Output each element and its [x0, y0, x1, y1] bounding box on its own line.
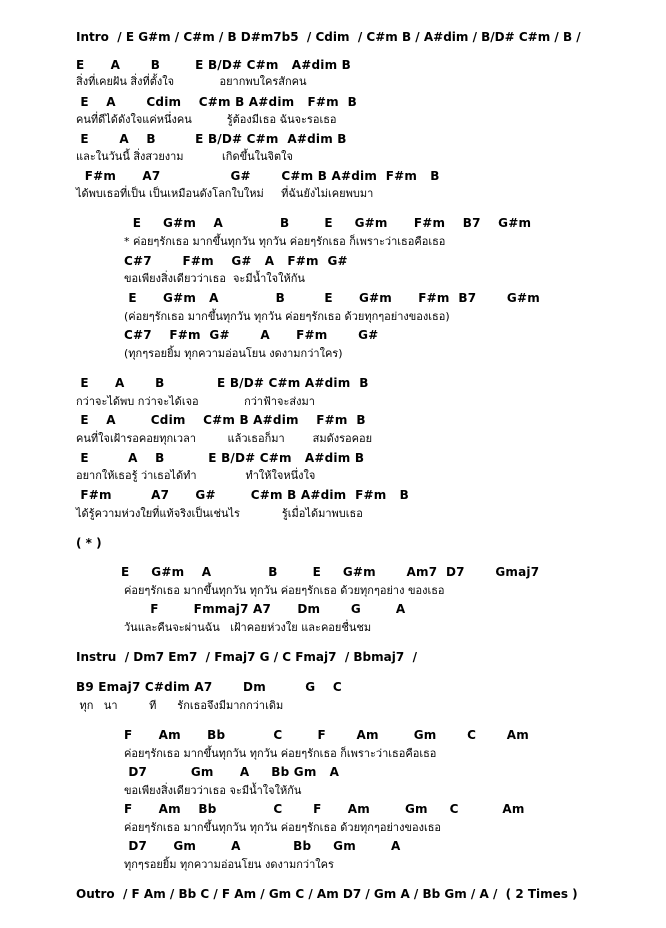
chord-line: E A B E B/D# C#m A#dim B: [76, 58, 352, 72]
chord-line: E A B E B/D# C#m A#dim B: [76, 451, 365, 465]
chord-line: E G#m A B E G#m Am7 D7 Gmaj7: [121, 565, 540, 579]
lyric-line: (ทุกๆรอยยิ้ม ทุกความอ่อนโยน งดงามกว่าใคร): [124, 347, 343, 360]
chord-line: E A B E B/D# C#m A#dim B: [76, 132, 347, 146]
chord-line: F#m A7 G# C#m B A#dim F#m B: [76, 169, 440, 183]
lyric-line: ทุก นา ที รักเธอจึงมีมากกว่าเดิม: [76, 699, 284, 712]
chord-line: E A Cdim C#m B A#dim F#m B: [76, 95, 357, 109]
chord-line: C#7 F#m G# A F#m G#: [124, 254, 348, 268]
lyric-line: ค่อยๆรักเธอ มากขึ้นทุกวัน ทุกวัน ค่อยๆรักเธอ ด้วยทุกๆอย่าง ของเธอ: [124, 584, 445, 597]
lyric-line: กว่าจะได้พบ กว่าจะได้เจอ กว่าฟ้าจะส่งมา: [76, 395, 315, 408]
lyric-line: ได้รู้ความห่วงใยที่แท้จริงเป็นเช่นไร รู้เมื่อได้มาพบเธอ: [76, 507, 363, 520]
chord-line: E G#m A B E G#m F#m B7 G#m: [124, 291, 540, 305]
chord-line: E G#m A B E G#m F#m B7 G#m: [124, 216, 532, 230]
lyric-line: ค่อยๆรักเธอ มากขึ้นทุกวัน ทุกวัน ค่อยๆรักเธอ ก็เพราะว่าเธอคือเธอ: [124, 747, 437, 760]
lyric-line: (ค่อยๆรักเธอ มากขึ้นทุกวัน ทุกวัน ค่อยๆรักเธอ ด้วยทุกๆอย่างของเธอ): [124, 310, 450, 323]
chord-line: E A Cdim C#m B A#dim F#m B: [76, 413, 366, 427]
lyric-line: คนที่ใจเฝ้ารอคอยทุกเวลา แล้วเธอก็มา สมดังรอคอย: [76, 432, 373, 445]
lyric-line: วันและคืนจะผ่านฉัน เฝ้าคอยห่วงใย และคอยชื่นชม: [124, 621, 372, 634]
chord-line: C#7 F#m G# A F#m G#: [124, 328, 379, 342]
chord-line: F Am Bb C F Am Gm C Am: [124, 728, 529, 742]
lyric-line: * ค่อยๆรักเธอ มากขึ้นทุกวัน ทุกวัน ค่อยๆรักเธอ ก็เพราะว่าเธอคือเธอ: [124, 235, 446, 248]
lyric-line: ค่อยๆรักเธอ มากขึ้นทุกวัน ทุกวัน ค่อยๆรักเธอ ด้วยทุกๆอย่างของเธอ: [124, 821, 442, 834]
outro-line: Outro / F Am / Bb C / F Am / Gm C / Am D7 / Gm A / Bb Gm / A / ( 2 Times ): [76, 887, 578, 901]
chord-line: B9 Emaj7 C#dim A7 Dm G C: [76, 680, 342, 694]
lyric-line: ขอเพียงสิ่งเดียวว่าเธอ จะมีน้ำใจให้กัน: [124, 272, 305, 285]
chord-line: D7 Gm A Bb Gm A: [124, 839, 401, 853]
repeat-marker: ( * ): [76, 536, 102, 550]
lyric-line: ได้พบเธอที่เป็น เป็นเหมือนดังโลกใบใหม่ ที่ฉันยังไม่เคยพบมา: [76, 187, 374, 200]
instru-line: Instru / Dm7 Em7 / Fmaj7 G / C Fmaj7 / Bbmaj7 /: [76, 650, 417, 664]
chord-line: D7 Gm A Bb Gm A: [124, 765, 340, 779]
lyric-line: อยากให้เธอรู้ ว่าเธอได้ทำ ทำให้ใจหนึ่งใจ: [76, 469, 316, 482]
lyric-line: ขอเพียงสิ่งเดียวว่าเธอ จะมีน้ำใจให้กัน: [124, 784, 302, 797]
chord-line: E A B E B/D# C#m A#dim B: [76, 376, 369, 390]
lyric-line: ทุกๆรอยยิ้ม ทุกความอ่อนโยน งดงามกว่าใคร: [124, 858, 334, 871]
chord-line: F#m A7 G# C#m B A#dim F#m B: [76, 488, 409, 502]
lyric-line: และในวันนี้ สิ่งสวยงาม เกิดขึ้นในจิตใจ: [76, 150, 293, 163]
intro-line: Intro / E G#m / C#m / B D#m7b5 / Cdim / C#m B / A#dim / B/D# C#m / B /: [76, 30, 581, 44]
chord-line: F Am Bb C F Am Gm C Am: [124, 802, 525, 816]
lyric-line: คนที่ดีได้ดังใจแค่หนึ่งคน รู้ต้องมีเธอ ฉันจะรอเธอ: [76, 113, 337, 126]
chord-line: F Fmmaj7 A7 Dm G A: [124, 602, 406, 616]
lyric-line: สิ่งที่เคยฝัน สิ่งที่ตั้งใจ อยากพบใครสักคน: [76, 75, 307, 88]
